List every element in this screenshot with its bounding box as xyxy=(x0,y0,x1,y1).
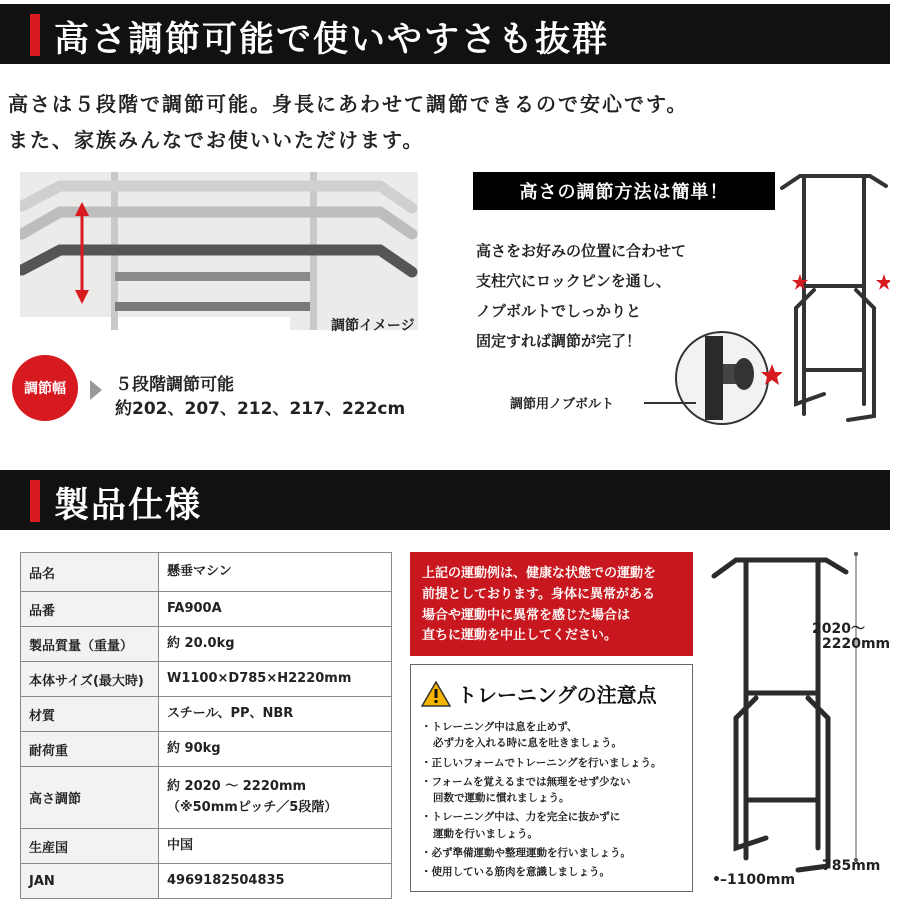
adjust-image-panel xyxy=(20,172,418,330)
section-title: 製品仕様 xyxy=(54,486,203,526)
dimension-height-a: 2020～ xyxy=(812,621,865,637)
spec-table xyxy=(20,552,392,899)
table-row xyxy=(21,662,392,697)
training-tips-title: トレーニングの注意点 xyxy=(457,683,657,707)
warning-line: 上記の運動例は、健康な状態での運動を xyxy=(422,566,657,581)
dimension-width: •–1100mm xyxy=(712,872,796,888)
table-row xyxy=(21,592,392,627)
warning-line: 直ちに運動を中止してください。 xyxy=(422,628,618,644)
list-item xyxy=(421,809,662,842)
list-item xyxy=(421,755,662,771)
how-to-line-1: 高さをお好みの位置に合わせて xyxy=(476,242,687,260)
adjust-image-caption: 調節イメージ xyxy=(331,318,415,334)
spec-value: W1100×D785×H2220mm xyxy=(159,662,392,697)
dimension-depth: 785mm xyxy=(822,858,881,874)
table-row xyxy=(21,697,392,732)
dimension-width-value: 1100mm xyxy=(726,872,796,888)
spec-value: FA900A xyxy=(159,592,392,627)
spec-value: 懸垂マシン xyxy=(159,553,392,592)
spec-key: 材質 xyxy=(21,697,159,732)
section-banner-adjustable xyxy=(0,4,890,64)
knob-bolt-closeup xyxy=(672,328,782,428)
range-levels: ５段階調節可能 xyxy=(115,375,234,395)
tip-text: ・トレーニング中は息を止めず、 xyxy=(421,721,578,733)
table-row xyxy=(21,553,392,592)
spec-key: 品名 xyxy=(21,553,159,592)
training-tips-box xyxy=(410,664,693,892)
spec-value: 約 20.0kg xyxy=(159,627,392,662)
tip-text: ・必ず準備運動や整理運動を行いましょう。 xyxy=(421,846,631,859)
section-banner-spec xyxy=(0,470,890,530)
warning-triangle-icon xyxy=(421,681,451,707)
spec-value-line: 約 2020 ～ 2220mm xyxy=(167,779,307,795)
spec-key: 製品質量（重量） xyxy=(21,627,159,662)
bar-positions-illustration xyxy=(20,172,418,330)
warning-line: 前提としております。身体に異常がある xyxy=(422,586,655,602)
table-row xyxy=(21,829,392,864)
list-item xyxy=(421,719,662,752)
how-to-line-4: 固定すれば調節が完了！ xyxy=(476,332,642,350)
list-item xyxy=(421,845,662,861)
pointer-arrow-icon xyxy=(90,380,102,400)
dimension-height-b: 2220mm xyxy=(822,636,891,652)
warning-box xyxy=(410,552,693,656)
spec-value: 4969182504835 xyxy=(159,864,392,899)
banner-accent xyxy=(30,480,40,522)
tip-text: ・フォームを覚えるまでは無理をせず少ない xyxy=(421,775,631,788)
spec-key: 耐荷重 xyxy=(21,732,159,767)
tip-text: ・正しいフォームでトレーニングを行いましょう。 xyxy=(421,756,662,769)
spec-value: スチール、PP、NBR xyxy=(159,697,392,732)
spec-key: 本体サイズ(最大時) xyxy=(21,662,159,697)
table-row xyxy=(21,767,392,829)
machine-illustration-top xyxy=(778,168,890,430)
table-row xyxy=(21,864,392,899)
how-to-line-2: 支柱穴にロックピンを通し、 xyxy=(476,272,671,290)
banner-accent xyxy=(30,14,40,56)
intro-line-2: また、家族みんなでお使いいただけます。 xyxy=(8,128,425,152)
tip-text-cont: 運動を行いましょう。 xyxy=(433,827,538,840)
spec-key: 高さ調節 xyxy=(21,767,159,829)
range-badge: 調節幅 xyxy=(12,355,78,421)
training-tips-list xyxy=(421,719,662,883)
machine-dimension-illustration xyxy=(706,548,866,888)
knob-leader-line xyxy=(644,402,696,404)
tip-text-cont: 回数で運動に慣れましょう。 xyxy=(433,792,570,805)
table-row xyxy=(21,732,392,767)
tip-text: ・トレーニング中は、力を完全に抜かずに xyxy=(421,811,621,824)
intro-line-1: 高さは５段階で調節可能。身長にあわせて調節できるので安心です。 xyxy=(8,92,689,116)
tip-text: ・使用している筋肉を意識しましょう。 xyxy=(421,866,610,879)
how-to-line-3: ノブボルトでしっかりと xyxy=(476,302,642,320)
range-values: 約202、207、212、217、222cm xyxy=(115,399,406,419)
training-tips-header xyxy=(421,679,657,708)
section-title: 高さ調節可能で使いやすさも抜群 xyxy=(54,20,610,60)
warning-line: 場合や運動中に異常を感じた場合は xyxy=(422,607,631,623)
knob-bolt-label: 調節用ノブボルト xyxy=(510,397,615,412)
spec-value: 中国 xyxy=(159,829,392,864)
spec-key: JAN xyxy=(21,864,159,899)
tip-text-cont: 必ず力を入れる時に息を吐きましょう。 xyxy=(433,737,622,750)
spec-value xyxy=(159,767,392,829)
spec-key: 生産国 xyxy=(21,829,159,864)
spec-key: 品番 xyxy=(21,592,159,627)
table-row xyxy=(21,627,392,662)
how-to-heading: 高さの調節方法は簡単！ xyxy=(473,172,775,210)
spec-value-note: （※50mmピッチ／5段階） xyxy=(167,799,338,815)
list-item xyxy=(421,774,662,807)
list-item xyxy=(421,864,662,880)
spec-value: 約 90kg xyxy=(159,732,392,767)
